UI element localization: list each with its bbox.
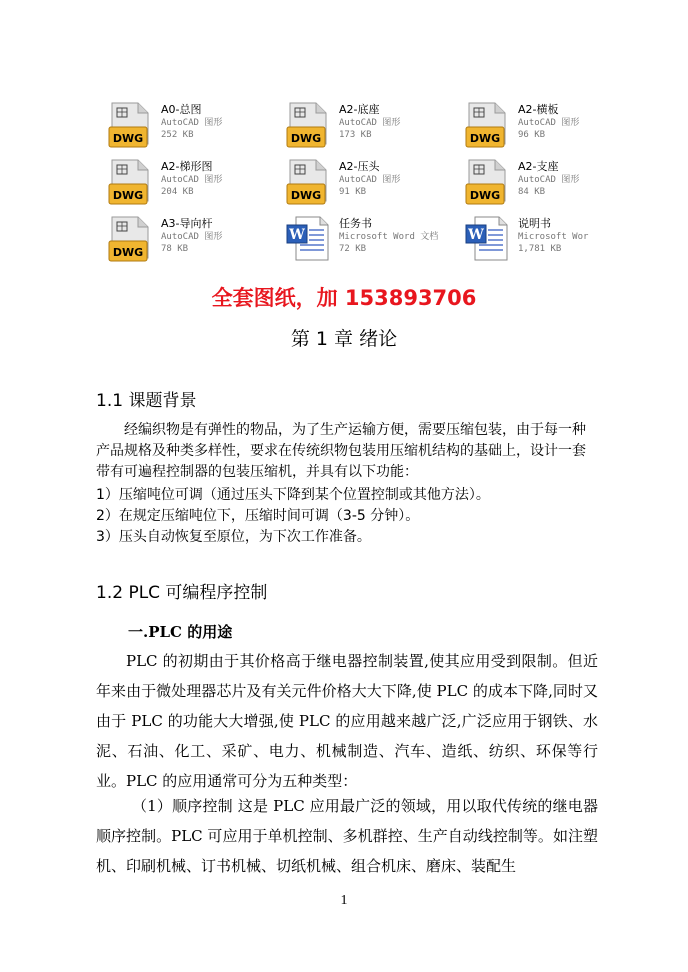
dwg-file-icon (284, 100, 334, 150)
file-type: AutoCAD 图形 (161, 118, 223, 128)
contact-banner: 全套图纸，加 153893706 (211, 286, 477, 310)
dwg-badge: DWG (290, 189, 322, 202)
file-size: 91 KB (339, 187, 367, 197)
dwg-badge: DWG (112, 246, 144, 259)
file-size: 204 KB (161, 187, 194, 197)
file-type: Microsoft Word 文档 (339, 232, 439, 242)
section-heading-1-1: 1.1 课题背景 (96, 391, 197, 411)
dwg-file-icon (106, 100, 156, 150)
file-name: A2-梯形图 (161, 160, 213, 173)
file-item[interactable] (284, 155, 464, 209)
file-name: A2-支座 (518, 160, 559, 173)
file-name: A2-横板 (518, 103, 559, 116)
dwg-badge: DWG (469, 132, 501, 145)
file-name: A2-压头 (339, 160, 380, 173)
dwg-file-icon (463, 100, 513, 150)
file-type: Microsoft Wor (518, 232, 589, 242)
file-size: 96 KB (518, 130, 546, 140)
svg-text:W: W (289, 227, 305, 243)
dwg-file-icon (106, 214, 156, 264)
dwg-badge: DWG (469, 189, 501, 202)
file-name: A0-总图 (161, 103, 202, 116)
dwg-file-icon (284, 157, 334, 207)
file-name: A2-底座 (339, 103, 380, 116)
file-type: AutoCAD 图形 (518, 118, 580, 128)
file-type: AutoCAD 图形 (518, 175, 580, 185)
plc-paragraph-2: （1）顺序控制 这是 PLC 应用最广泛的领域，用以取代传统的继电器顺序控制。PLC 可应用于单机控制、多机群控、生产自动线控制等。如注塑机、印刷机械、订书机械、切纸机械、组合机床、磨床、装配生 (96, 797, 598, 875)
dwg-file-icon (463, 157, 513, 207)
file-item[interactable] (106, 212, 286, 266)
plc-paragraph-1: PLC 的初期由于其价格高于继电器控制装置,使其应用受到限制。但近年来由于微处理器芯片及有关元件价格大大下降,使 PLC 的成本下降,同时又由于 PLC 的功能大大增强,使 PLC 的应用越来越广泛,广泛应用于钢铁、水泥、石油、化工、采矿、电力、机械制造、汽车、造纸、纺织、环保等行业。PLC 的应用通常可分为五种类型： (96, 652, 598, 790)
section-1-1-paragraph: 经编织物是有弹性的物品，为了生产运输方便，需要压缩包装，由于每一种产品规格及种类多样性，要求在传统织物包装用压缩机结构的基础上，设计一套带有可遍程控制器的包装压缩机，并具有以下功能： (96, 422, 586, 480)
file-item[interactable] (463, 98, 643, 152)
file-name: 说明书 (518, 217, 551, 230)
file-name: A3-导向杆 (161, 217, 213, 230)
section-heading-1-2: 1.2 PLC 可编程序控制 (96, 583, 268, 603)
file-item[interactable] (106, 155, 286, 209)
file-size: 84 KB (518, 187, 546, 197)
file-size: 1,781 KB (518, 244, 562, 254)
file-size: 78 KB (161, 244, 189, 254)
file-type: AutoCAD 图形 (339, 175, 401, 185)
file-item[interactable] (463, 155, 643, 209)
file-size: 252 KB (161, 130, 194, 140)
word-file-icon (463, 214, 513, 264)
word-file-icon (284, 214, 334, 264)
svg-text:W: W (468, 227, 484, 243)
file-item[interactable] (284, 98, 464, 152)
file-type: AutoCAD 图形 (339, 118, 401, 128)
subheading-plc-usage: 一.PLC 的用途 (128, 623, 233, 641)
dwg-file-icon (106, 157, 156, 207)
file-type: AutoCAD 图形 (161, 175, 223, 185)
dwg-badge: DWG (112, 189, 144, 202)
function-item-3: 3）压头自动恢复至原位，为下次工作准备。 (96, 529, 371, 545)
function-item-1: 1）压缩吨位可调（通过压头下降到某个位置控制或其他方法）。 (96, 487, 490, 503)
chapter-title: 第 1 章 绪论 (290, 328, 398, 350)
dwg-badge: DWG (112, 132, 144, 145)
function-item-2: 2）在规定压缩吨位下，压缩时间可调（3-5 分钟）。 (96, 508, 420, 524)
file-type: AutoCAD 图形 (161, 232, 223, 242)
dwg-badge: DWG (290, 132, 322, 145)
file-item[interactable] (106, 98, 286, 152)
file-grid (106, 98, 646, 266)
file-item[interactable] (463, 212, 643, 266)
file-size: 173 KB (339, 130, 372, 140)
file-size: 72 KB (339, 244, 367, 254)
file-item[interactable] (284, 212, 464, 266)
file-name: 任务书 (339, 217, 372, 230)
page-number: 1 (340, 893, 348, 908)
